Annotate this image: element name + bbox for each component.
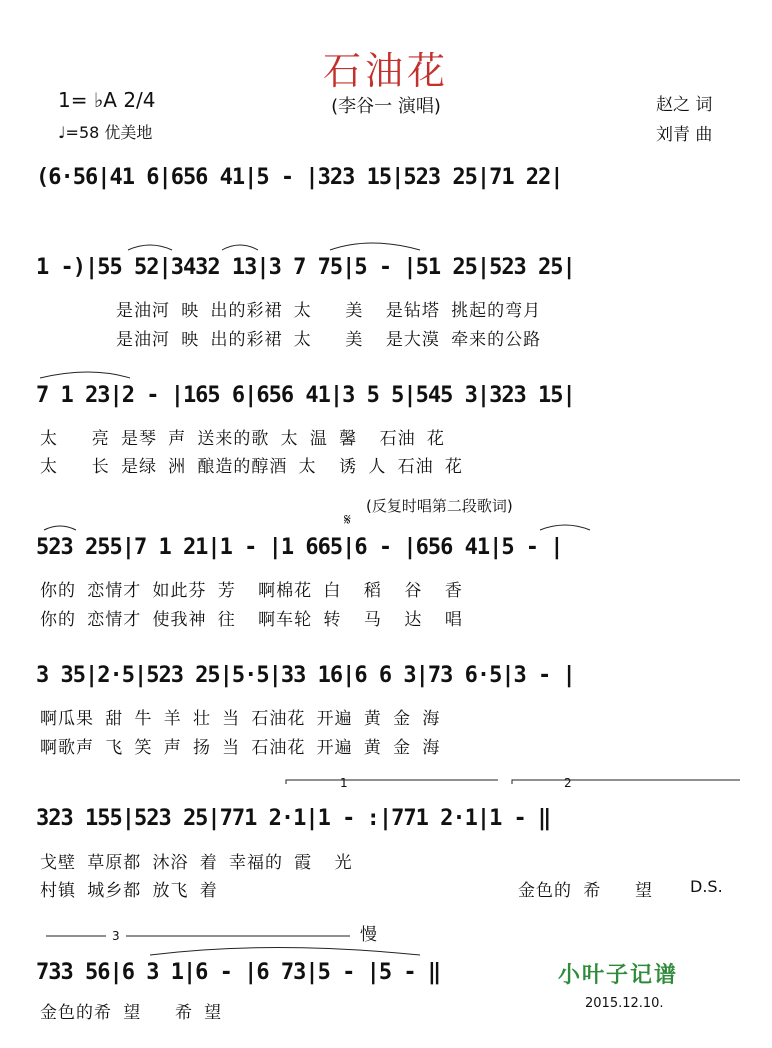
slur-6 [540, 525, 590, 530]
date: 2015.12.10. [585, 996, 664, 1011]
lyric-row-3b: 太 长 是绿 洲 酿造的醇酒 太 诱 人 石油 花 [40, 457, 463, 477]
lyric-row-6b: 村镇 城乡都 放飞 着 [40, 881, 218, 901]
composer: 刘青 曲 [656, 125, 713, 145]
score-row-5: 3 35|2·5|523 25|5·5|33 16|6 6 3|73 6·5|3 - | [36, 663, 575, 688]
transcriber-signature: 小叶子记谱 [558, 963, 679, 988]
slur-2 [222, 245, 258, 250]
lyric-row-7: 金色的希 望 希 望 [40, 1003, 223, 1023]
slur-3 [330, 243, 420, 250]
lyric-row-5a: 啊瓜果 甜 牛 羊 壮 当 石油花 开遍 黄 金 海 [40, 709, 441, 729]
slur-4 [40, 372, 130, 378]
slur-1 [128, 245, 172, 250]
lyric-row-2b: 是油河 映 出的彩裙 太 美 是大漠 牵来的公路 [116, 330, 542, 350]
score-row-3: 7 1 23|2 - |165 6|656 41|3 5 5|545 3|323 15| [36, 383, 575, 408]
lyric-row-3a: 太 亮 是琴 声 送来的歌 太 温 馨 石油 花 [40, 429, 445, 449]
second-ending-label: 2 [564, 776, 572, 790]
lyric-row-4a: 你的 恋情才 如此芬 芳 啊棉花 白 稻 谷 香 [40, 581, 463, 601]
segno-icon: 𝄋 [344, 510, 351, 529]
tempo-marking: ♩=58 优美地 [58, 123, 153, 142]
lyricist: 赵之 词 [656, 95, 713, 115]
key-signature: 1= ♭A 2/4 [58, 88, 156, 112]
score-row-1: (6·56|41 6|656 41|5 - |323 15|523 25|71 22| [36, 165, 563, 190]
slow-marking: 慢 [360, 925, 377, 945]
score-row-2: 1 -)|55 52|3432 13|3 7 75|5 - |51 25|523 25| [36, 255, 575, 280]
second-ending-bracket [512, 780, 740, 784]
repeat-note: (反复时唱第二段歌词) [366, 497, 513, 515]
first-ending-label: 1 [340, 776, 348, 790]
score-row-4: 523 255|7 1 21|1 - |1 665|6 - |656 41|5 - | [36, 535, 563, 560]
lyric-row-5b: 啊歌声 飞 笑 声 扬 当 石油花 开遍 黄 金 海 [40, 738, 441, 758]
lyric-row-6a: 戈壁 草原都 沐浴 着 幸福的 霞 光 [40, 853, 353, 873]
first-ending-bracket [286, 780, 498, 784]
score-row-6: 323 155|523 25|771 2·1|1 - :|771 2·1|1 - ‖ [36, 806, 551, 831]
lyric-row-2a: 是油河 映 出的彩裙 太 美 是钻塔 挑起的弯月 [116, 301, 542, 321]
slur-7 [150, 948, 420, 956]
score-row-7: 733 56|6 3 1|6 - |6 73|5 - |5 - ‖ [36, 960, 441, 985]
lyric-row-4b: 你的 恋情才 使我神 往 啊车轮 转 马 达 唱 [40, 610, 463, 630]
song-title: 石油花 [322, 49, 449, 93]
triplet-mark: 3 [112, 929, 120, 943]
performer: (李谷一 演唱) [331, 96, 441, 117]
ds-marking: D.S. [690, 877, 723, 896]
ending-lyric: 金色的 希 望 [518, 881, 653, 901]
slur-5 [44, 526, 76, 530]
